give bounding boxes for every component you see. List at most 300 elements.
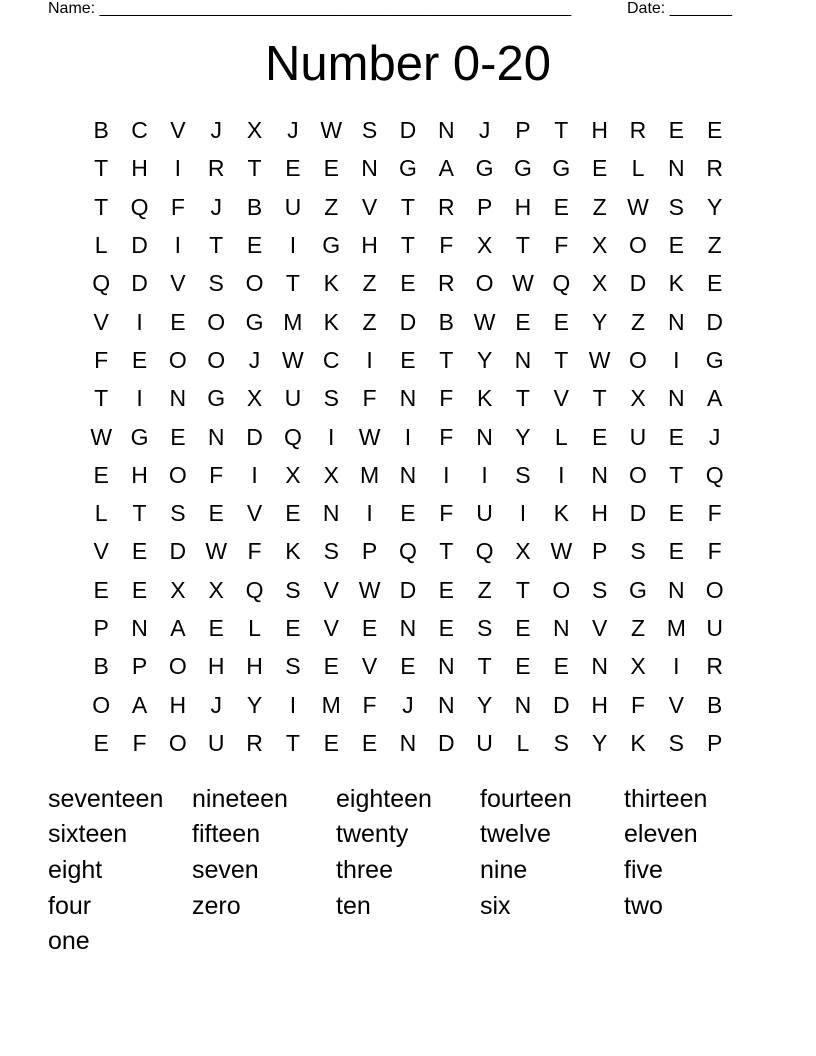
grid-letter: Y [476,346,493,373]
grid-row [82,417,734,455]
grid-letter: W [358,423,381,450]
grid-letter: E [438,576,454,603]
grid-letter: E [553,308,569,335]
grid-letter: S [285,653,301,680]
grid-letter: X [630,385,646,412]
grid-letter: M [321,691,341,718]
word-list-item: fifteen [192,820,261,849]
grid-letter: U [476,729,493,756]
grid-letter: G [245,308,264,335]
grid-letter: V [246,500,263,527]
grid-letter: J [248,346,261,373]
grid-letter: W [473,308,496,335]
grid-letter: C [322,346,340,373]
grid-letter: E [668,232,684,259]
grid-letter: G [514,155,532,182]
grid-letter: F [362,691,377,718]
grid-letter: K [323,270,339,297]
word-list-item: eleven [624,820,698,849]
grid-letter: I [673,346,680,373]
grid-letter: D [706,308,723,335]
grid-row [82,456,734,494]
grid-letter: F [707,500,722,527]
grid-letter: X [208,576,224,603]
grid-letter: W [320,117,343,144]
grid-letter: O [245,270,264,297]
grid-letter: X [285,461,301,488]
grid-letter: Q [475,538,494,565]
grid-letter: G [475,155,494,182]
grid-letter: E [668,423,684,450]
grid-letter: N [437,117,455,144]
grid-letter: E [361,615,378,641]
grid-letter: Z [362,308,377,335]
grid-letter: O [629,346,647,373]
grid-letter: D [131,270,148,297]
grid-letter: O [629,232,647,259]
grid-letter: B [93,653,109,680]
word-list-item: twenty [336,820,409,849]
grid-letter: P [591,538,608,565]
word-list-item: seven [192,855,259,884]
grid-letter: P [707,729,723,756]
grid-letter: N [668,308,685,335]
grid-letter: N [668,576,685,603]
grid-row [82,571,734,609]
grid-letter: E [400,500,416,527]
grid-letter: E [553,653,569,680]
grid-letter: I [366,500,373,527]
grid-row [82,494,734,532]
grid-letter: B [438,308,454,335]
grid-letter: S [476,615,493,641]
grid-letter: E [208,500,224,527]
word-list-item: twelve [480,820,551,849]
grid-letter: U [629,423,647,450]
grid-letter: E [668,538,684,565]
grid-letter: I [404,423,412,450]
grid-letter: I [443,461,450,488]
grid-letter: D [399,308,417,335]
grid-letter: E [707,270,723,297]
grid-letter: P [131,653,148,680]
grid-letter: S [591,576,608,603]
grid-letter: H [246,653,263,680]
grid-letter: E [515,308,531,335]
grid-letter: N [437,691,455,718]
grid-letter: U [207,729,225,756]
grid-letter: X [170,576,186,603]
grid-row [82,685,734,723]
grid-letter: V [93,308,109,335]
grid-letter: D [169,538,187,565]
grid-letter: D [131,232,148,259]
grid-letter: V [553,385,569,412]
grid-letter: Z [707,232,722,259]
grid-letter: O [629,461,647,488]
grid-letter: E [668,500,684,527]
word-list-item: ten [336,891,371,920]
word-list-row [48,781,768,817]
grid-letter: F [554,232,569,259]
word-list-item: seventeen [48,784,164,813]
word-list-item: nineteen [192,784,288,813]
word-list-item: sixteen [48,820,128,849]
grid-letter: D [399,117,417,144]
grid-letter: X [476,232,493,259]
grid-letter: J [210,193,222,220]
grid-letter: E [208,615,224,641]
grid-letter: K [476,385,493,412]
grid-letter: Y [707,193,723,220]
grid-letter: M [283,308,303,335]
grid-letter: Q [92,270,111,297]
grid-row [82,188,734,226]
grid-letter: L [94,500,108,527]
grid-letter: D [437,729,455,756]
grid-letter: N [591,461,608,488]
grid-letter: T [209,232,224,259]
grid-letter: Y [591,308,608,335]
grid-letter: I [174,155,182,182]
grid-letter: V [170,270,186,297]
grid-letter: I [519,500,527,527]
grid-letter: Q [705,461,724,488]
grid-letter: L [248,615,261,641]
grid-row [82,111,734,149]
grid-row [82,264,734,302]
grid-letter: V [323,615,339,641]
grid-letter: X [246,385,263,412]
grid-letter: E [323,729,339,756]
grid-row [82,609,734,647]
grid-letter: E [515,615,531,641]
grid-letter: T [439,346,454,373]
grid-letter: O [207,308,226,335]
grid-letter: Z [362,270,377,297]
grid-letter: T [94,385,109,412]
grid-letter: S [668,729,684,756]
grid-letter: T [285,729,300,756]
grid-letter: N [437,653,455,680]
grid-letter: O [207,346,226,373]
grid-letter: N [476,423,493,450]
grid-row [82,149,734,187]
grid-row [82,302,734,340]
grid-letter: E [170,423,186,450]
word-list-row [48,923,768,959]
grid-letter: T [515,232,530,259]
grid-letter: D [629,270,647,297]
grid-letter: T [515,576,530,603]
grid-letter: V [668,691,684,718]
grid-letter: L [554,423,568,450]
grid-letter: S [515,461,531,488]
grid-letter: K [285,538,301,565]
grid-letter: E [285,615,301,641]
grid-letter: O [168,729,187,756]
grid-letter: K [553,500,569,527]
grid-letter: R [437,193,455,220]
grid-letter: Q [283,423,302,450]
grid-letter: E [285,155,301,182]
grid-letter: Y [476,691,493,718]
grid-letter: T [554,117,569,144]
grid-letter: D [399,576,417,603]
grid-letter: Y [246,691,263,718]
grid-letter: S [285,576,301,603]
grid-letter: I [481,461,488,488]
grid-letter: N [169,385,187,412]
grid-letter: E [707,117,723,144]
grid-letter: G [130,423,149,450]
grid-letter: T [669,461,684,488]
grid-letter: I [289,691,297,718]
grid-letter: Z [630,308,646,335]
grid-letter: O [475,270,494,297]
grid-letter: E [361,729,378,756]
grid-letter: S [630,538,646,565]
grid-letter: W [550,538,573,565]
grid-letter: E [131,576,148,603]
grid-letter: M [666,615,686,641]
grid-letter: E [438,615,454,641]
grid-letter: G [552,155,571,182]
grid-letter: N [361,155,378,182]
grid-letter: A [131,691,148,718]
grid-letter: D [552,691,570,718]
grid-letter: J [287,117,299,144]
word-list-item: three [336,855,393,884]
grid-letter: E [131,538,148,565]
word-list-item: fourteen [480,784,572,813]
grid-letter: V [170,117,186,144]
grid-letter: I [251,461,258,488]
grid-letter: J [210,691,222,718]
grid-letter: E [400,346,416,373]
grid-letter: E [553,193,569,220]
word-list-item: four [48,891,92,920]
grid-letter: J [210,117,222,144]
grid-letter: R [629,117,647,144]
grid-letter: R [706,653,723,680]
grid-letter: T [477,653,492,680]
grid-letter: T [400,232,415,259]
grid-letter: N [399,385,417,412]
grid-letter: T [515,385,530,412]
grid-letter: U [706,615,723,641]
grid-letter: F [170,193,185,220]
grid-letter: E [591,155,608,182]
grid-letter: O [168,346,187,373]
grid-letter: E [93,461,109,488]
grid-letter: E [246,232,263,259]
grid-letter: R [437,270,455,297]
grid-letter: B [246,193,263,220]
grid-letter: Q [130,193,149,220]
grid-letter: H [131,461,148,488]
grid-letter: L [631,155,645,182]
grid-letter: P [476,193,493,220]
grid-letter: S [323,538,339,565]
grid-letter: O [552,576,571,603]
grid-letter: N [668,385,685,412]
grid-letter: E [515,653,531,680]
grid-letter: F [439,423,454,450]
word-list-item: thirteen [624,784,708,813]
grid-letter: N [514,691,532,718]
grid-letter: I [174,232,182,259]
grid-letter: U [476,500,493,527]
grid-letter: S [553,729,569,756]
grid-letter: T [400,193,415,220]
grid-letter: E [170,308,186,335]
grid-letter: Z [324,193,339,220]
grid-letter: D [246,423,263,450]
letter-grid [82,111,734,762]
grid-letter: R [706,155,723,182]
grid-letter: S [361,117,378,144]
grid-letter: I [289,232,297,259]
grid-letter: K [323,308,339,335]
grid-letter: N [514,346,532,373]
grid-letter: W [90,423,113,450]
grid-letter: H [169,691,187,718]
grid-letter: E [591,423,608,450]
grid-letter: G [207,385,226,412]
grid-letter: Y [591,729,608,756]
grid-letter: E [323,653,339,680]
grid-letter: K [630,729,646,756]
grid-letter: F [132,729,147,756]
grid-letter: T [132,500,147,527]
grid-row [82,532,734,570]
grid-letter: F [362,385,377,412]
grid-row [82,341,734,379]
grid-letter: O [705,576,724,603]
grid-letter: T [554,346,569,373]
grid-letter: U [284,193,302,220]
word-list-item: one [48,927,90,956]
grid-letter: S [668,193,684,220]
grid-letter: L [94,232,108,259]
grid-letter: N [399,729,417,756]
grid-letter: I [136,308,143,335]
grid-letter: F [439,232,454,259]
grid-letter: Z [477,576,492,603]
grid-letter: R [246,729,263,756]
grid-letter: P [515,117,531,144]
grid-letter: N [322,500,340,527]
grid-letter: F [209,461,224,488]
grid-letter: I [673,653,680,680]
grid-row [82,226,734,264]
name-field-label: Name: _____________________________________________________ [48,0,572,17]
grid-letter: V [361,653,378,680]
grid-letter: F [94,346,109,373]
grid-letter: L [516,729,530,756]
grid-letter: X [591,270,608,297]
grid-letter: F [707,538,722,565]
grid-letter: K [668,270,684,297]
grid-letter: H [514,193,532,220]
grid-letter: T [94,155,109,182]
grid-letter: H [361,232,378,259]
grid-letter: Y [515,423,531,450]
grid-letter: S [170,500,186,527]
grid-letter: E [285,500,301,527]
grid-letter: F [439,500,454,527]
grid-letter: J [402,691,414,718]
grid-letter: N [399,615,417,641]
grid-letter: H [591,500,608,527]
grid-letter: E [131,346,148,373]
grid-letter: N [207,423,225,450]
grid-letter: Q [398,538,417,565]
grid-letter: N [552,615,570,641]
grid-letter: Z [592,193,607,220]
grid-letter: P [361,538,378,565]
grid-letter: R [207,155,225,182]
grid-letter: I [136,385,143,412]
grid-letter: N [591,653,608,680]
grid-letter: H [591,691,608,718]
word-list [48,781,768,959]
grid-letter: B [707,691,723,718]
grid-letter: G [322,232,341,259]
word-list-row [48,888,768,924]
grid-letter: X [323,461,339,488]
grid-letter: E [400,270,416,297]
grid-row [82,379,734,417]
grid-letter: X [591,232,608,259]
word-list-item: eight [48,855,103,884]
grid-letter: E [93,729,109,756]
grid-letter: W [588,346,611,373]
word-list-row [48,817,768,853]
word-list-item: nine [480,855,528,884]
grid-letter: F [247,538,262,565]
word-list-item: two [624,891,663,920]
word-list-row [48,852,768,888]
page-title: Number 0-20 [265,37,551,91]
worksheet-header [0,0,816,24]
grid-letter: A [707,385,723,412]
grid-letter: A [170,615,186,641]
grid-letter: T [247,155,262,182]
grid-letter: X [630,653,646,680]
word-list-item: eighteen [336,784,432,813]
grid-row [82,647,734,685]
grid-letter: T [94,193,109,220]
grid-row [82,724,734,762]
grid-letter: U [284,385,302,412]
grid-letter: F [439,385,454,412]
grid-letter: F [630,691,646,718]
grid-letter: W [512,270,534,297]
word-list-item: five [624,855,663,884]
grid-letter: O [168,653,187,680]
grid-letter: G [629,576,647,603]
grid-letter: O [92,691,111,718]
grid-letter: J [708,423,721,450]
grid-letter: I [558,461,565,488]
word-list-item: zero [192,891,241,920]
grid-letter: M [359,461,380,488]
word-list-item: six [480,891,511,920]
grid-letter: T [285,270,300,297]
grid-letter: O [168,461,187,488]
